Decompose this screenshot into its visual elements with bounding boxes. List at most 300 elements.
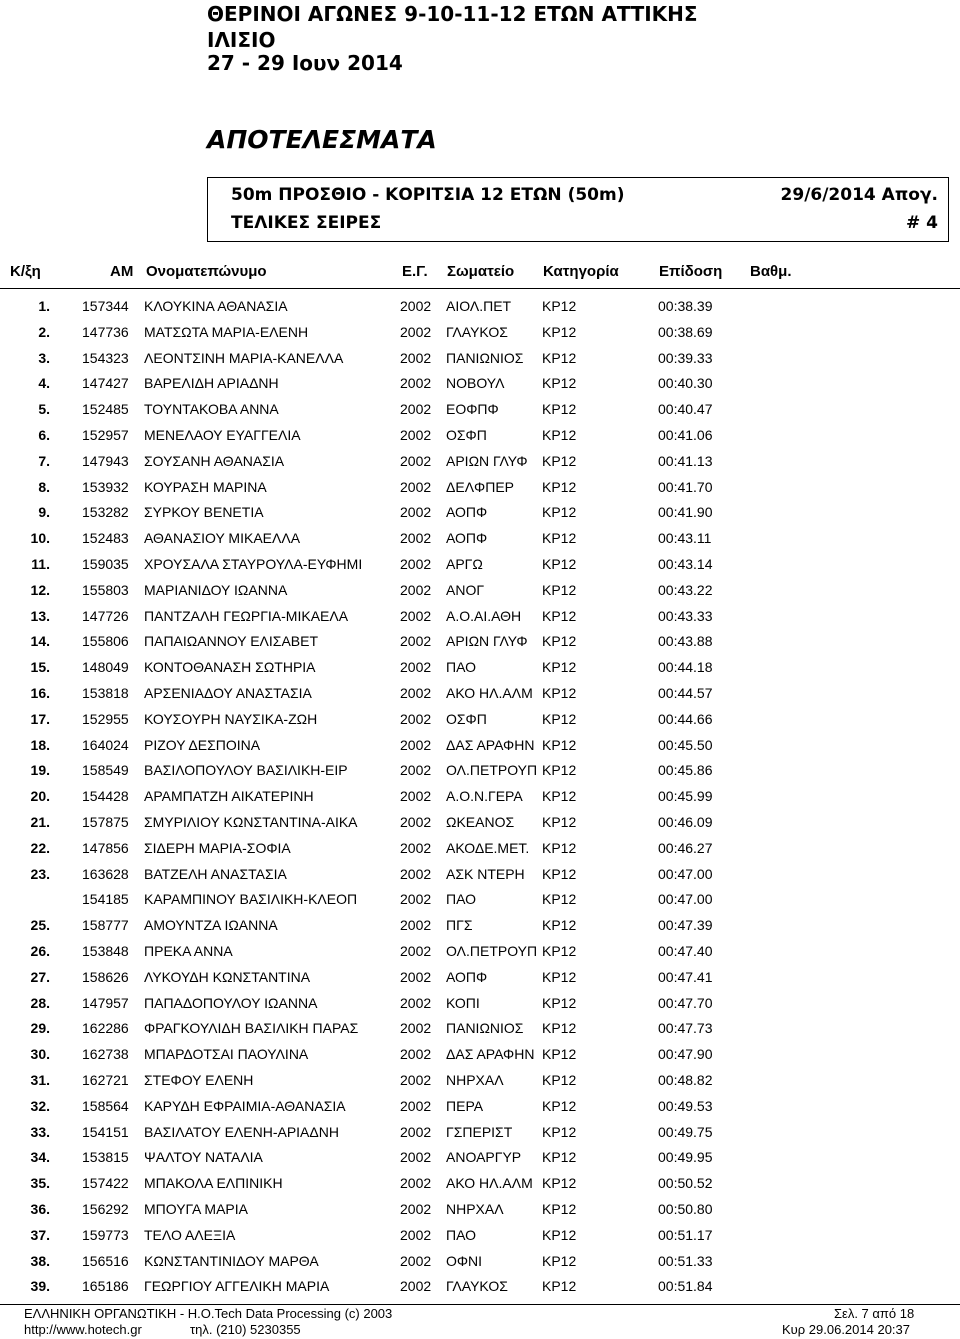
row-rank: 1.: [38, 298, 50, 314]
row-rank: 13.: [30, 607, 50, 624]
row-am: 147726: [82, 607, 129, 624]
row-rank: 9.: [38, 504, 50, 521]
event-date: 29/6/2014 Απογ.: [780, 185, 938, 205]
row-category: ΚΡ12: [542, 1097, 577, 1114]
row-am: 162286: [82, 1020, 129, 1037]
row-name: ΑΡΑΜΠΑΤΖΗ ΑΙΚΑΤΕΡΙΝΗ: [144, 788, 314, 805]
row-category: ΚΡ12: [542, 323, 577, 340]
row-rank: 19.: [30, 762, 50, 779]
row-rank: 36.: [30, 1201, 50, 1217]
row-am: 152957: [82, 427, 129, 443]
table-row: [0, 608, 960, 628]
row-time: 00:48.82: [658, 1072, 713, 1088]
table-row: [0, 840, 960, 860]
row-time: 00:47.41: [658, 968, 713, 985]
table-row: [0, 504, 960, 524]
row-category: ΚΡ12: [542, 633, 577, 650]
row-category: ΚΡ12: [542, 375, 577, 392]
row-year: 2002: [400, 1201, 432, 1217]
row-am: 158564: [82, 1097, 129, 1114]
row-year: 2002: [400, 607, 432, 624]
row-am: 154151: [82, 1123, 129, 1140]
table-row: [0, 582, 960, 602]
row-category: ΚΡ12: [542, 917, 577, 934]
table-row: [0, 762, 960, 782]
row-time: 00:38.69: [658, 323, 713, 340]
row-category: ΚΡ12: [542, 1252, 577, 1269]
row-year: 2002: [400, 1226, 432, 1243]
row-time: 00:44.66: [658, 710, 713, 727]
row-am: 153282: [82, 504, 129, 521]
row-am: 153815: [82, 1149, 129, 1166]
table-row: [0, 788, 960, 808]
table-row: [0, 479, 960, 499]
row-year: 2002: [400, 1175, 432, 1192]
row-year: 2002: [400, 1046, 432, 1063]
row-year: 2002: [400, 323, 432, 340]
row-rank: 34.: [30, 1149, 50, 1166]
row-time: 00:45.86: [658, 762, 713, 779]
row-club: ΑΝΟΓ: [446, 581, 485, 598]
table-row: [0, 298, 960, 318]
row-rank: 29.: [30, 1020, 50, 1037]
row-category: ΚΡ12: [542, 478, 577, 495]
row-rank: 11.: [31, 556, 50, 572]
table-row: [0, 969, 960, 989]
row-category: ΚΡ12: [542, 1020, 577, 1037]
row-name: ΑΡΣΕΝΙΑΔΟΥ ΑΝΑΣΤΑΣΙΑ: [144, 685, 312, 701]
row-name: ΚΟΥΡΑΣΗ ΜΑΡΙΝΑ: [144, 478, 267, 495]
row-club: ΓΛΑΥΚΟΣ: [446, 323, 508, 340]
row-name: ΑΜΟΥΝΤΖΑ ΙΩΑΝΝΑ: [144, 917, 278, 934]
footer-url: http://www.hotech.gr: [24, 1322, 142, 1337]
col-header-points: Βαθμ.: [750, 263, 792, 280]
row-club: ΟΣΦΠ: [446, 427, 487, 443]
row-name: ΣΙΔΕΡΗ ΜΑΡΙΑ-ΣΟΦΙΑ: [144, 839, 291, 856]
row-time: 00:46.09: [658, 814, 713, 830]
meet-venue: ΙΛΙΣΙΟ: [207, 28, 276, 52]
row-name: ΚΑΡΥΔΗ ΕΦΡΑΙΜΙΑ-ΑΘΑΝΑΣΙΑ: [144, 1097, 346, 1114]
row-am: 158626: [82, 968, 129, 985]
row-year: 2002: [400, 736, 432, 753]
row-year: 2002: [400, 1072, 432, 1088]
row-year: 2002: [400, 659, 432, 676]
row-am: 154185: [82, 891, 129, 908]
row-am: 163628: [82, 865, 129, 882]
row-time: 00:40.30: [658, 375, 713, 392]
row-time: 00:41.90: [658, 504, 713, 521]
row-time: 00:47.40: [658, 943, 713, 959]
row-name: ΠΑΝΤΖΑΛΗ ΓΕΩΡΓΙΑ-ΜΙΚΑΕΛΑ: [144, 607, 349, 624]
row-rank: 26.: [30, 943, 50, 959]
row-year: 2002: [400, 298, 432, 314]
row-am: 152955: [82, 710, 129, 727]
row-year: 2002: [400, 427, 432, 443]
row-name: ΜΑΡΙΑΝΙΔΟΥ ΙΩΑΝΝΑ: [144, 581, 288, 598]
row-am: 153848: [82, 943, 129, 959]
row-am: 156516: [82, 1252, 129, 1269]
row-category: ΚΡ12: [542, 1046, 577, 1063]
meet-dates: 27 - 29 Ιουν 2014: [207, 51, 403, 75]
row-year: 2002: [400, 633, 432, 650]
row-club: ΑΚΟΔΕ.ΜΕΤ.: [446, 839, 530, 856]
table-row: [0, 737, 960, 757]
row-am: 154323: [82, 349, 129, 366]
row-category: ΚΡ12: [542, 1123, 577, 1140]
row-name: ΜΕΝΕΛΑΟΥ ΕΥΑΓΓΕΛΙΑ: [144, 427, 301, 443]
row-year: 2002: [400, 349, 432, 366]
row-club: ΟΣΦΠ: [446, 710, 487, 727]
row-rank: 31.: [30, 1072, 50, 1088]
footer-phone: τηλ. (210) 5230355: [190, 1322, 301, 1337]
row-year: 2002: [400, 530, 432, 547]
row-category: ΚΡ12: [542, 1278, 577, 1295]
row-name: ΠΑΠΑΔΟΠΟΥΛΟΥ ΙΩΑΝΝΑ: [144, 994, 318, 1011]
event-box: [207, 177, 949, 242]
row-name: ΒΑΣΙΛΑΤΟΥ ΕΛΕΝΗ-ΑΡΙΑΔΝΗ: [144, 1123, 339, 1140]
row-name: ΜΠΑΡΔΟΤΣΑΙ ΠΑΟΥΛΙΝΑ: [144, 1046, 309, 1063]
table-row: [0, 1278, 960, 1298]
row-am: 158777: [82, 917, 129, 934]
table-row: [0, 1175, 960, 1195]
row-am: 165186: [82, 1278, 129, 1295]
row-name: ΣΜΥΡΙΛΙΟΥ ΚΩΝΣΤΑΝΤΙΝΑ-ΑΙΚΑ: [144, 814, 358, 830]
row-year: 2002: [400, 710, 432, 727]
row-am: 162721: [82, 1072, 129, 1088]
row-rank: 20.: [30, 788, 50, 805]
row-time: 00:43.88: [658, 633, 713, 650]
table-row: [0, 711, 960, 731]
row-year: 2002: [400, 1020, 432, 1037]
table-row: [0, 350, 960, 370]
row-am: 147427: [82, 375, 129, 392]
event-name: 50m ΠΡΟΣΘΙΟ - ΚΟΡΙΤΣΙΑ 12 ΕΤΩΝ (50m): [231, 185, 625, 205]
row-club: ΠΑΝΙΩΝΙΟΣ: [446, 1020, 524, 1037]
table-row: [0, 401, 960, 421]
row-am: 147856: [82, 839, 129, 856]
row-club: ΠΕΡΑ: [446, 1097, 484, 1114]
row-name: ΚΟΥΣΟΥΡΗ ΝΑΥΣΙΚΑ-ΖΩΗ: [144, 710, 318, 727]
row-year: 2002: [400, 839, 432, 856]
row-time: 00:43.11: [658, 530, 712, 547]
row-club: ΠΓΣ: [446, 917, 473, 934]
row-name: ΒΑΣΙΛΟΠΟΥΛΟΥ ΒΑΣΙΛΙΚΗ-ΕΙΡ: [144, 762, 348, 779]
row-time: 00:47.00: [658, 865, 713, 882]
row-rank: 22.: [30, 839, 50, 856]
table-row: [0, 1098, 960, 1118]
row-name: ΚΑΡΑΜΠΙΝΟΥ ΒΑΣΙΛΙΚΗ-ΚΛΕΟΠ: [144, 891, 358, 908]
row-time: 00:51.84: [658, 1278, 713, 1295]
row-name: ΒΑΡΕΛΙΔΗ ΑΡΙΑΔΝΗ: [144, 375, 279, 392]
row-club: ΝΟΒΟΥΛ: [446, 375, 505, 392]
row-rank: 12.: [30, 581, 50, 598]
row-year: 2002: [400, 685, 432, 701]
row-club: ΔΑΣ ΑΡΑΦΗΝ: [446, 736, 535, 753]
row-rank: 2.: [38, 323, 50, 340]
row-category: ΚΡ12: [542, 530, 577, 547]
table-row: [0, 891, 960, 911]
row-name: ΛΕΟΝΤΣΙΝΗ ΜΑΡΙΑ-ΚΑΝΕΛΛΑ: [144, 349, 344, 366]
row-club: ΠΑΟ: [446, 1226, 477, 1243]
row-am: 153818: [82, 685, 129, 701]
row-time: 00:47.39: [658, 917, 713, 934]
row-name: ΜΠΑΚΟΛΑ ΕΛΠΙΝΙΚΗ: [144, 1175, 283, 1192]
col-header-am: ΑΜ: [110, 263, 134, 280]
row-year: 2002: [400, 994, 432, 1011]
row-rank: 4.: [38, 375, 50, 392]
row-am: 147957: [82, 994, 129, 1011]
row-club: ΑΡΙΩΝ ΓΛΥΦ: [446, 452, 528, 469]
row-year: 2002: [400, 452, 432, 469]
col-header-name: Ονοματεπώνυμο: [146, 263, 267, 280]
row-club: ΠΑΟ: [446, 659, 477, 676]
row-rank: 38.: [30, 1252, 50, 1269]
row-category: ΚΡ12: [542, 968, 577, 985]
row-am: 155806: [82, 633, 129, 650]
row-club: ΑΟΠΦ: [446, 530, 488, 547]
row-name: ΚΛΟΥΚΙΝΑ ΑΘΑΝΑΣΙΑ: [144, 298, 288, 314]
row-category: ΚΡ12: [542, 762, 577, 779]
row-am: 148049: [82, 659, 129, 676]
row-category: ΚΡ12: [542, 504, 577, 521]
row-am: 147943: [82, 452, 129, 469]
row-time: 00:51.17: [658, 1226, 713, 1243]
row-time: 00:47.90: [658, 1046, 713, 1063]
row-club: ΑΙΟΛ.ΠΕΤ: [446, 298, 512, 314]
row-year: 2002: [400, 788, 432, 805]
table-row: [0, 1227, 960, 1247]
row-name: ΡΙΖΟΥ ΔΕΣΠΟΙΝΑ: [144, 736, 261, 753]
row-category: ΚΡ12: [542, 685, 577, 701]
row-rank: 18.: [30, 736, 50, 753]
row-club: ΑΡΙΩΝ ΓΛΥΦ: [446, 633, 528, 650]
row-category: ΚΡ12: [542, 788, 577, 805]
row-time: 00:49.95: [658, 1149, 713, 1166]
table-row: [0, 1149, 960, 1169]
row-time: 00:49.53: [658, 1097, 713, 1114]
row-year: 2002: [400, 865, 432, 882]
row-time: 00:45.50: [658, 736, 713, 753]
row-club: ΑΟΠΦ: [446, 504, 488, 521]
row-time: 00:43.33: [658, 607, 713, 624]
row-club: ΑΚΟ ΗΛ.ΑΛΜ: [446, 1175, 533, 1192]
row-club: ΓΛΑΥΚΟΣ: [446, 1278, 508, 1295]
row-year: 2002: [400, 1097, 432, 1114]
row-category: ΚΡ12: [542, 865, 577, 882]
table-row: [0, 530, 960, 550]
table-row: [0, 1124, 960, 1144]
row-name: ΤΟΥΝΤΑΚΟΒΑ ΑΝΝΑ: [144, 401, 279, 418]
row-am: 162738: [82, 1046, 129, 1063]
col-header-club: Σωματείο: [447, 263, 515, 280]
row-rank: 39.: [30, 1278, 50, 1295]
row-name: ΠΑΠΑΙΩΑΝΝΟΥ ΕΛΙΣΑΒΕΤ: [144, 633, 319, 650]
row-category: ΚΡ12: [542, 814, 577, 830]
col-header-rank: Κ/ξη: [10, 263, 41, 280]
row-am: 158549: [82, 762, 129, 779]
row-time: 00:51.33: [658, 1252, 713, 1269]
table-row: [0, 427, 960, 447]
row-time: 00:43.22: [658, 581, 713, 598]
row-time: 00:50.80: [658, 1201, 713, 1217]
row-category: ΚΡ12: [542, 891, 577, 908]
row-year: 2002: [400, 504, 432, 521]
row-year: 2002: [400, 762, 432, 779]
row-time: 00:46.27: [658, 839, 713, 856]
row-rank: 28.: [30, 994, 50, 1011]
row-name: ΚΟΝΤΟΘΑΝΑΣΗ ΣΩΤΗΡΙΑ: [144, 659, 316, 676]
meet-title: ΘΕΡΙΝΟΙ ΑΓΩΝΕΣ 9-10-11-12 ΕΤΩΝ ΑΤΤΙΚΗΣ: [207, 2, 698, 26]
row-am: 147736: [82, 323, 129, 340]
row-club: Α.Ο.Ν.ΓΕΡΑ: [446, 788, 523, 805]
row-name: ΜΑΤΣΩΤΑ ΜΑΡΙΑ-ΕΛΕΝΗ: [144, 323, 309, 340]
row-name: ΑΘΑΝΑΣΙΟΥ ΜΙΚΑΕΛΛΑ: [144, 530, 301, 547]
row-category: ΚΡ12: [542, 401, 577, 418]
table-row: [0, 917, 960, 937]
table-row: [0, 1201, 960, 1221]
row-year: 2002: [400, 1278, 432, 1295]
row-club: ΝΗΡΧΑΛ: [446, 1072, 504, 1088]
table-row: [0, 814, 960, 834]
row-rank: 10.: [30, 530, 50, 547]
row-rank: 3.: [38, 349, 50, 366]
row-category: ΚΡ12: [542, 710, 577, 727]
row-name: ΒΑΤΖΕΛΗ ΑΝΑΣΤΑΣΙΑ: [144, 865, 287, 882]
row-club: Α.Ο.ΑΙ.ΑΘΗ: [446, 607, 522, 624]
row-name: ΛΥΚΟΥΔΗ ΚΩΝΣΤΑΝΤΙΝΑ: [144, 968, 311, 985]
row-time: 00:41.70: [658, 478, 713, 495]
row-time: 00:47.70: [658, 994, 713, 1011]
col-header-category: Κατηγορία: [543, 263, 619, 280]
row-am: 164024: [82, 736, 129, 753]
row-rank: 27.: [30, 968, 50, 985]
row-year: 2002: [400, 968, 432, 985]
table-row: [0, 866, 960, 886]
row-name: ΦΡΑΓΚΟΥΛΙΔΗ ΒΑΣΙΛΙΚΗ ΠΑΡΑΣ: [144, 1020, 359, 1037]
row-club: ΑΡΓΩ: [446, 556, 483, 572]
table-row: [0, 556, 960, 576]
footer-divider: [0, 1304, 960, 1305]
row-year: 2002: [400, 401, 432, 418]
table-row: [0, 1020, 960, 1040]
row-rank: 6.: [38, 427, 50, 443]
table-row: [0, 633, 960, 653]
row-club: ΔΑΣ ΑΡΑΦΗΝ: [446, 1046, 535, 1063]
row-category: ΚΡ12: [542, 736, 577, 753]
row-rank: 30.: [30, 1046, 50, 1063]
row-club: ΠΑΝΙΩΝΙΟΣ: [446, 349, 524, 366]
row-club: ΑΣΚ ΝΤΕΡΗ: [446, 865, 525, 882]
row-rank: 5.: [38, 401, 50, 418]
row-name: ΣΥΡΚΟΥ ΒΕΝΕΤΙΑ: [144, 504, 264, 521]
row-am: 152483: [82, 530, 129, 547]
row-year: 2002: [400, 814, 432, 830]
footer-org: ΕΛΛΗΝΙΚΗ ΟΡΓΑΝΩΤΙΚΗ - Η.Ο.Tech Data Processing (c) 2003: [24, 1306, 393, 1321]
row-club: ΑΝΟΑΡΓΥΡ: [446, 1149, 522, 1166]
row-year: 2002: [400, 917, 432, 934]
row-name: ΜΠΟΥΓΑ ΜΑΡΙΑ: [144, 1201, 248, 1217]
row-time: 00:44.57: [658, 685, 713, 701]
row-year: 2002: [400, 1149, 432, 1166]
row-rank: 8.: [38, 478, 50, 495]
results-heading: ΑΠΟΤΕΛΕΣΜΑΤΑ: [207, 125, 437, 154]
row-club: ΠΑΟ: [446, 891, 477, 908]
row-time: 00:49.75: [658, 1123, 713, 1140]
row-category: ΚΡ12: [542, 349, 577, 366]
row-year: 2002: [400, 1123, 432, 1140]
row-category: ΚΡ12: [542, 607, 577, 624]
row-rank: 17.: [30, 710, 50, 727]
row-rank: 32.: [30, 1097, 50, 1114]
row-club: ΓΣΠΕΡΙΣΤ: [446, 1123, 513, 1140]
row-time: 00:45.99: [658, 788, 713, 805]
row-category: ΚΡ12: [542, 427, 577, 443]
row-time: 00:44.18: [658, 659, 713, 676]
row-year: 2002: [400, 1252, 432, 1269]
row-club: ΚΟΠΙ: [446, 994, 480, 1011]
row-time: 00:43.14: [658, 556, 713, 572]
row-rank: 16.: [30, 685, 50, 701]
col-header-time: Επίδοση: [659, 263, 723, 280]
row-name: ΣΤΕΦΟΥ ΕΛΕΝΗ: [144, 1072, 254, 1088]
row-rank: 7.: [38, 452, 50, 469]
row-rank: 14.: [30, 633, 50, 650]
row-club: ΑΚΟ ΗΛ.ΑΛΜ: [446, 685, 533, 701]
table-row: [0, 659, 960, 679]
table-row: [0, 375, 960, 395]
row-am: 159773: [82, 1226, 129, 1243]
row-am: 157875: [82, 814, 129, 830]
row-am: 157344: [82, 298, 129, 314]
event-round: ΤΕΛΙΚΕΣ ΣΕΙΡΕΣ: [231, 213, 382, 233]
table-row: [0, 324, 960, 344]
row-club: ΟΛ.ΠΕΤΡΟΥΠ: [446, 943, 538, 959]
row-rank: 23.: [30, 865, 50, 882]
row-category: ΚΡ12: [542, 994, 577, 1011]
row-club: ΑΟΠΦ: [446, 968, 488, 985]
row-am: 159035: [82, 556, 129, 572]
row-club: ΩΚΕΑΝΟΣ: [446, 814, 515, 830]
row-am: 156292: [82, 1201, 129, 1217]
event-heat: # 4: [906, 213, 938, 233]
row-time: 00:39.33: [658, 349, 713, 366]
row-rank: 21.: [30, 814, 50, 830]
row-name: ΤΕΛΟ ΑΛΕΞΙΑ: [144, 1226, 236, 1243]
footer-printed: Κυρ 29.06.2014 20:37: [782, 1322, 910, 1337]
row-year: 2002: [400, 581, 432, 598]
row-category: ΚΡ12: [542, 659, 577, 676]
row-time: 00:41.13: [658, 452, 713, 469]
row-year: 2002: [400, 943, 432, 959]
row-name: ΣΟΥΣΑΝΗ ΑΘΑΝΑΣΙΑ: [144, 452, 285, 469]
table-row: [0, 453, 960, 473]
table-row: [0, 1253, 960, 1273]
row-category: ΚΡ12: [542, 452, 577, 469]
row-time: 00:40.47: [658, 401, 713, 418]
row-club: ΕΟΦΠΦ: [446, 401, 499, 418]
header-divider: [0, 288, 960, 289]
row-time: 00:50.52: [658, 1175, 713, 1192]
row-am: 155803: [82, 581, 129, 598]
row-category: ΚΡ12: [542, 298, 577, 314]
row-category: ΚΡ12: [542, 1149, 577, 1166]
row-am: 152485: [82, 401, 129, 418]
table-row: [0, 685, 960, 705]
row-name: ΓΕΩΡΓΙΟΥ ΑΓΓΕΛΙΚΗ ΜΑΡΙΑ: [144, 1278, 330, 1295]
row-time: 00:41.06: [658, 427, 713, 443]
row-name: ΚΩΝΣΤΑΝΤΙΝΙΔΟΥ ΜΑΡΘΑ: [144, 1252, 319, 1269]
row-rank: 33.: [30, 1123, 50, 1140]
